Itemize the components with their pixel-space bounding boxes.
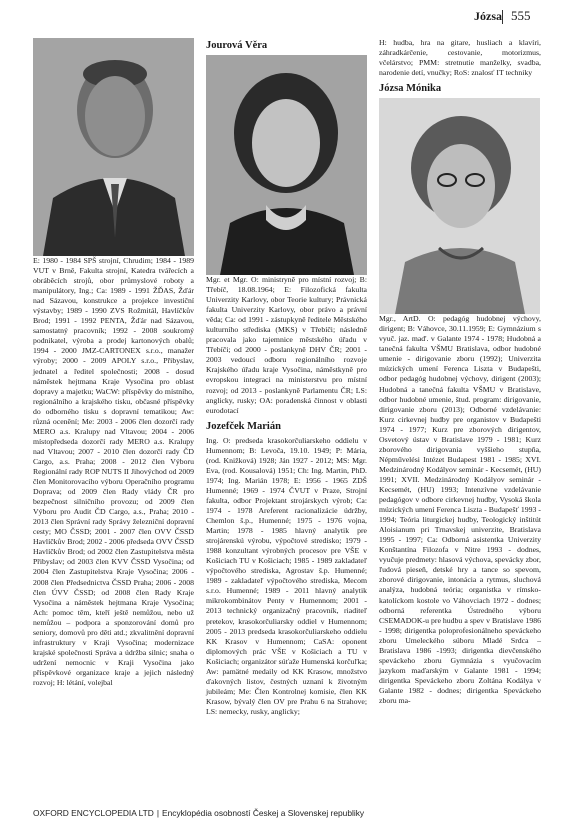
entry-name-jourova: Jourová Věra bbox=[206, 40, 268, 51]
page-footer bbox=[33, 808, 364, 818]
footer-divider: | bbox=[156, 808, 160, 818]
portrait-woman-image bbox=[206, 55, 367, 275]
portrait-woman-2-photo bbox=[379, 98, 540, 314]
entry-name-jozsa: Józsa Mónika bbox=[379, 83, 442, 95]
portrait-man-photo bbox=[33, 38, 194, 256]
column-1 bbox=[33, 38, 194, 688]
page-number: 555 bbox=[511, 8, 531, 23]
portrait-woman-2-image bbox=[379, 98, 540, 314]
footer-title: Encyklopédia osobností Českej a Slovenskej republiky bbox=[162, 808, 365, 818]
entry-text-jozefcek: Ing. O: predseda krasokorčuliarskeho oddielu v Humennom; B: Levoča, 19.10. 1949; P: Mária, (rod. Knižková) 1928; Ján 1927 - 2012; MS: Mgr. Eva, (rod. Kousalová) 1951; Ch: Ing. Martin, PhD. 1974; Ing. Marián 1978; E: 1956 - 1965 ZDŠ Humenné; 1969 - 1974 ČVUT v Praze, Strojní fakulta, odbor Projektant strojárskych výrob; Ca: 1974 - 1978 Areferent racionalizácie údržby, Chemlon š.p., Humenné; 1975 - 1976 vojna, Martin; 1978 - 1985 hlavný analytik pre strojárenskú výrobu, výpočtové stredisko; 1979 - 1988 konzultant výrobných procesov pre VŠE v Košiciach TU v Košiciach; 1985 - 1989 zakladateľ výpočtového strediska, Agrostav š.p. Humenné; 1989 - zakladateľ výpočtového strediska, Mecom s.r.o. Humenné; 1989 - 2011 hlavný analytik mikrokombinátov Penty v Humennom; 2001 - 2013 technický organizačný pracovník, riaditeľ pretekov, krasokorčuliarsky oddiel v Humennom; 2005 - 2013 predseda krasokorčuliarskeho oddielu KK Krasov v Humennom; CaSA: oponent diplomových prác VŠE v Košiciach a TU v Košiciach; organizátor súťaže Humenská korčuľka; Aw: pamätné medaily od KK Krasow, množstvo ďakovných listov, čestných uznaní k životným jubileám; Me: Člen Kontrolnej komisie, člen KK Krasow, bývalý člen OV pre Prahu 6 na Strahove; LS: nemecky, rusky, anglicky; bbox=[206, 435, 367, 716]
entry-text-jozsa: Mgr., ArtD. O: pedagóg hudobnej výchovy, dirigent; B: Váhovce, 30.11.1959; E: Gymnázium s vyuč. jaz. mad'. v Galante 1974 - 1978; Hudobná a tanečná fakulta VŠMU Bratislava, odbor hudobné umenie - dirigovanie zboru (1992); Univerzita múzických umení Ferenca Liszta v Budapešti, odbor pedagóg hudobnej výchovy, dirigent (2003); Hudobná a tanečná fakulta VŠMU v Bratislave, odbor hudobné umenie, štud. program: dirigovanie, dirigovanie zboru (2013); Odborné vzdelávanie: Kurz cirkevnej hudby pre organistov v Budapešti 1974 - 1977; Kurz pre zborových dirigentov, Osvetový ústav v Bratislave 1979 - 1981; Kurz zborového dirigovania vyššieho stupňa, Népművelési Intézet Budapest 1981 - 1985; XVI. Medzinárodný Kodályov seminár - Kecsemét, (HU) 1991; XVII. Medzinárodný Kodályov seminár - Kecsemét, (HU) 1993; Intenzívne vzdelávanie pedagógov v odbore cirkevnej hudby, Vysoká škola múzických umení Ferenca Liszta - Budapešť 1993 - 1994; Teória liturgickej hudby, Teologický inštitút Aloisianum pri Trnavskej univerzite, Bratislava 1995 - 1997; Ca: Odborná asistentka Univerzity Konštantína Filozofa v Nitre 1993 - dodnes, vyučuje predmety: hlasová výchova, spevácky zbor, ľudová pieseň, detské hry a tance so spevom, zborové dirigovanie, intonácia a rytmus, sluchová analýza, hudobná teória; organistka v rímsko-katolíckom kostole vo Váhovciach 1972 - dodnes; odborná referentka Ústredného výboru CSEMADOK-u pre hudbu a spev v Bratislave 1986 - 1998; dirigentka poloprofesionálneho speváckeho zboru Umeleckého súboru Mladé Srdca – Bratislava 1986 -1993; dirigentka dievčenského speváckeho zboru Gymnázia s vyučovacím jazykom maďarským v Galante 1981 - 1994; dirigentka Speváckeho zboru Zoltána Kodálya v Galante 1982 - dodnes; dirigentka Speváckeho zboru ma- bbox=[379, 314, 541, 705]
entry-name-jozefcek: Jozefček Marián bbox=[206, 420, 281, 432]
entry-text-jourova: Mgr. et Mgr. O: ministryně pro místní rozvoj; B: Třebíč, 18.08.1964; E: Filozofická fakulta Univerzity Karlovy, obor Teorie kultury; Právnická fakulta Univerzity Karlovy, obor právo a právní věda; Ca: od 1991 - zástupkyně ředitele Městského kulturního střediska (MKS) v Třebíči; následně pracovala jako tajemnice městského úřadu v Třebíči; od 2000 - poslankyně DHV ČR; 2001 - 2003 vedoucí odboru regionálního rozvoje Krajského úřadu kraje Vysočina, náměstkyně pro evropskou integraci na ministerstvu pro místní rozvoj; od 2013 - poslankyně Parlamentu ČR; LS: anglicky, rusky; OA: poradenská činnost v oblasti eurodotací bbox=[206, 275, 367, 415]
header-divider bbox=[502, 10, 503, 24]
running-head-name: Józsa bbox=[474, 9, 502, 23]
column-3 bbox=[379, 38, 541, 706]
footer-publisher: OXFORD ENCYCLOPEDIA LTD bbox=[33, 808, 154, 818]
portrait-woman-photo bbox=[206, 55, 367, 275]
page-header bbox=[0, 6, 570, 28]
portrait-man-image bbox=[33, 38, 194, 256]
entry-text-1: E: 1980 - 1984 SPŠ strojní, Chrudim; 1984 - 1989 VUT v Brně, Fakulta strojní, Katedra tvářecích a obráběcích strojů, obor průmyslové roboty a manipulátory, Ing.; Ca: 1989 - 1991 ŽĎAS, Žďár nad Sázavou, konstrukce a projekce investiční výstavby; 1989 - 1990 ZVS Rožmitál, Havlíčkův Brod; 1991 - 1992 PENTA, Žďár nad Sázavou, samostatný pracovník; 1992 - 2008 soukromý podnikatel, výroba a prodej kartonových obalů; 1994 - 2000 JMZ-CARTONEX s.r.o., manažer výroby; 2000 - 2009 APOLY s.r.o., Přibyslav, jednatel a ředitel společnosti; 2008 - dosud náměstek hejtmana Kraje Vysočina pro oblast dopravy a majetku; WaCW: příspěvky do místního, regionálního a krajského tisku, občasné příspěvky do odborného tisku s dopravní tematikou; Aw: různá ocenění; Me: 2003 - 2006 člen dozorčí rady MERO a.s. Kralupy nad Vltavou; 2004 - 2006 místopředseda dozorčí rady MERO a.s. Kralupy nad Vltavou; 2007 - 2010 člen dozorčí rady ČD Cargo, a.s. Praha; 2008 - 2012 člen Výboru Regionální rady ROP NUTS II Jihovýchod od 2009 člen Monitorovacího výboru Operačního programu Doprava; od 2009 člen Rady vlády ČR pro bezpečnost silničního provozu; od 2009 člen Výboru pro Audit ČD Cargo, a.s., Praha; 2010 - 2013 člen Správní rady Správy železniční dopravní cesty; MO ČSSD; 2001 - 2007 člen OVV ČSSD Havlíčkův Brod; 2002 - 2006 předseda OVV ČSSD Havlíčkův Brod; od 2002 člen Zastupitelstva města Přibyslav; od 2003 člen KVV ČSSD Vysočina; od 2004 člen Zastupitelstva Kraje Vysočina; 2006 - 2008 člen Předsednictva ČSSD Praha; 2006 - 2008 člen ÚVV ČSSD; od 2008 člen Rady Kraje Vysočina a náměstek hejtmana Kraje Vysočina; Ach: pomoc těm, kteří ještě nemůžou, nebo už nemůžou – podpora a sponzorování domů pro seniory, domovů pro děti atd.; zkvalitnění dopravní infrastruktury v Kraji Vysočina; modernizace krajské společnosti Správa a údržba silnic; snaha o udržení nemocnic v Kraji Vysočina jako příspěvkové organizace kraje a jejich následný rozvoj; H: létání, volejbal bbox=[33, 256, 194, 687]
column-2 bbox=[206, 38, 367, 717]
entry-text-continued: H: hudba, hra na gitare, husliach a klavíri, záhradkárčenie, cestovanie, motorizmus, včelárstvo; PMM: stretnutie manželky, svadba, narodenie detí, vnučky; RoS: znalosť IT techniky bbox=[379, 38, 541, 78]
